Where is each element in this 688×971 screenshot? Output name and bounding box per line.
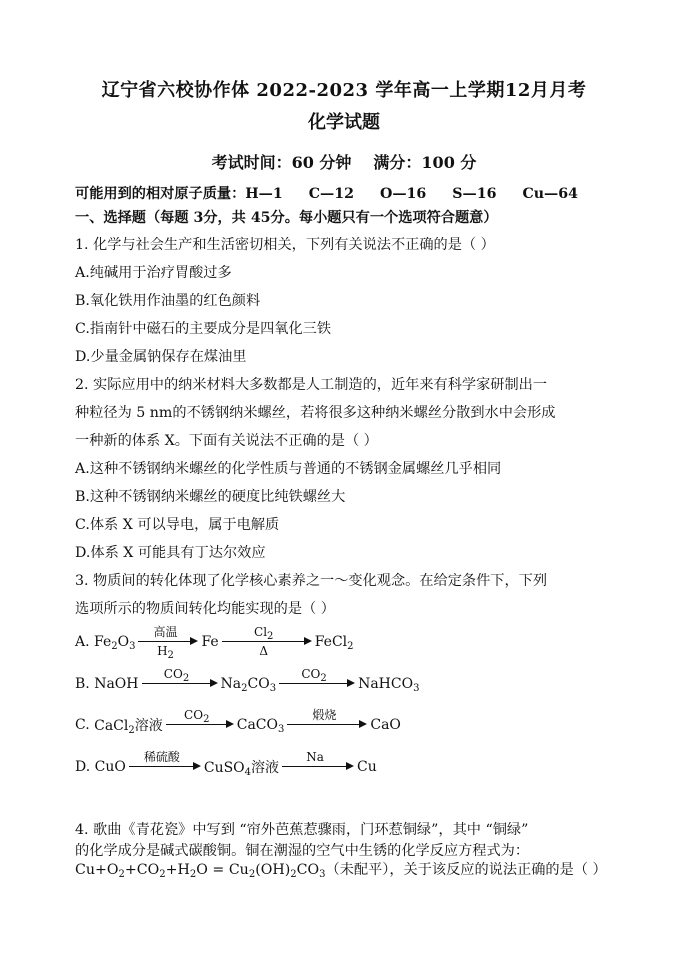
q2-stem-line3: 一种新的体系 X。下面有关说法不正确的是（ ）	[75, 433, 378, 449]
exam-subtitle: 化学试题	[308, 112, 380, 133]
q1-option-b: B.氧化铁用作油墨的红色颜料	[75, 293, 261, 309]
q3-stem-line2: 选项所示的物质间转化均能实现的是（ ）	[75, 601, 335, 617]
option-label: B.	[75, 676, 90, 692]
q1-option-a: A.纯碱用于治疗胃酸过多	[75, 265, 232, 281]
q2-option-a: A.这种不锈钢纳米螺丝的化学性质与普通的不锈钢金属螺丝几乎相同	[75, 461, 502, 477]
atomic-masses	[75, 183, 584, 203]
q4-equation-line: $Cu+O_2+CO_2+H_2O = Cu_2(OH)_2CO_3$（未配平），关于该反应的说法正确的是（ ）	[75, 862, 607, 880]
exam-time: 考试时间：60 分钟	[211, 153, 352, 172]
intermediate: CaCO$_3$	[236, 717, 285, 735]
reactant: $Fe_2O_3$	[94, 634, 136, 652]
reaction-arrow: $Cl_2$ Δ	[222, 625, 312, 659]
q3-option-d	[75, 750, 377, 784]
intermediate: Fe	[201, 634, 219, 650]
q2-option-d: D.体系 X 可能具有丁达尔效应	[75, 545, 266, 561]
q1-option-d: D.少量金属钠保存在煤油里	[75, 349, 247, 365]
reaction-arrow: $CO_2$	[166, 708, 234, 742]
q3-option-b	[75, 667, 419, 701]
q2-stem-line2: 种粒径为 5 nm的不锈钢纳米螺丝，若将很多这种纳米螺丝分散到水中会形成	[75, 405, 556, 421]
reaction-arrow: $CO_2$	[142, 667, 218, 701]
reactant: CaCl$_2$溶液	[94, 718, 163, 736]
exam-title: 辽宁省六校协作体 2022-2023 学年高一上学期12月月考	[101, 80, 587, 101]
product: CaO	[370, 717, 401, 733]
q1-stem: 1. 化学与社会生产和生活密切相关，下列有关说法不正确的是（ ）	[75, 237, 495, 253]
reaction-arrow: Na	[282, 750, 354, 784]
full-score: 满分：100 分	[373, 153, 477, 172]
option-label: C.	[75, 717, 90, 733]
atomic-masses-label: 可能用到的相对原子质量：	[75, 186, 246, 202]
product: Cu	[357, 759, 377, 775]
q2-stem-line1: 2. 实际应用中的纳米材料大多数都是人工制造的，近年来有科学家研制出一	[75, 377, 548, 393]
reaction-arrow: $CO_2$	[279, 667, 355, 701]
q1-option-c: C.指南针中磁石的主要成分是四氧化三铁	[75, 321, 332, 337]
reaction-arrow: 高温 $H_2$	[138, 625, 198, 659]
exam-meta	[0, 150, 688, 173]
product: NaHCO$_3$	[358, 676, 420, 694]
q2-option-c: C.体系 X 可以导电，属于电解质	[75, 517, 280, 533]
q3-option-a	[75, 625, 354, 659]
q2-option-b: B.这种不锈钢纳米螺丝的硬度比纯铁螺丝大	[75, 489, 346, 505]
reaction-arrow: 煅烧	[287, 708, 367, 742]
reactant: CuO	[94, 759, 126, 775]
atomic-mass-h: H—1	[245, 186, 283, 202]
option-label: D.	[75, 759, 91, 775]
reactant: NaOH	[94, 676, 139, 692]
q4-stem-line1: 4. 歌曲《青花瓷》中写到 “帘外芭蕉惹骤雨，门环惹铜绿”，其中 “铜绿”	[75, 822, 529, 838]
q4-stem-line2: 的化学成分是碱式碳酸铜。铜在潮湿的空气中生锈的化学反应方程式为：	[75, 843, 530, 859]
product: FeCl$_2$	[314, 634, 354, 652]
intermediate: CuSO$_4$溶液	[203, 760, 280, 778]
atomic-mass-s: S—16	[452, 186, 497, 202]
option-label: A.	[75, 634, 90, 650]
atomic-mass-c: C—12	[308, 186, 354, 202]
q3-stem-line1: 3. 物质间的转化体现了化学核心素养之一～变化观念。在给定条件下，下列	[75, 573, 548, 589]
q3-option-c	[75, 708, 401, 742]
intermediate: $Na_2CO_3$	[220, 676, 277, 694]
reaction-arrow: 稀硫酸	[129, 750, 201, 784]
section-heading: 一、选择题（每题 3分，共 45分。每小题只有一个选项符合题意）	[75, 210, 498, 226]
atomic-mass-o: O—16	[379, 186, 427, 202]
atomic-mass-cu: Cu—64	[522, 186, 578, 202]
